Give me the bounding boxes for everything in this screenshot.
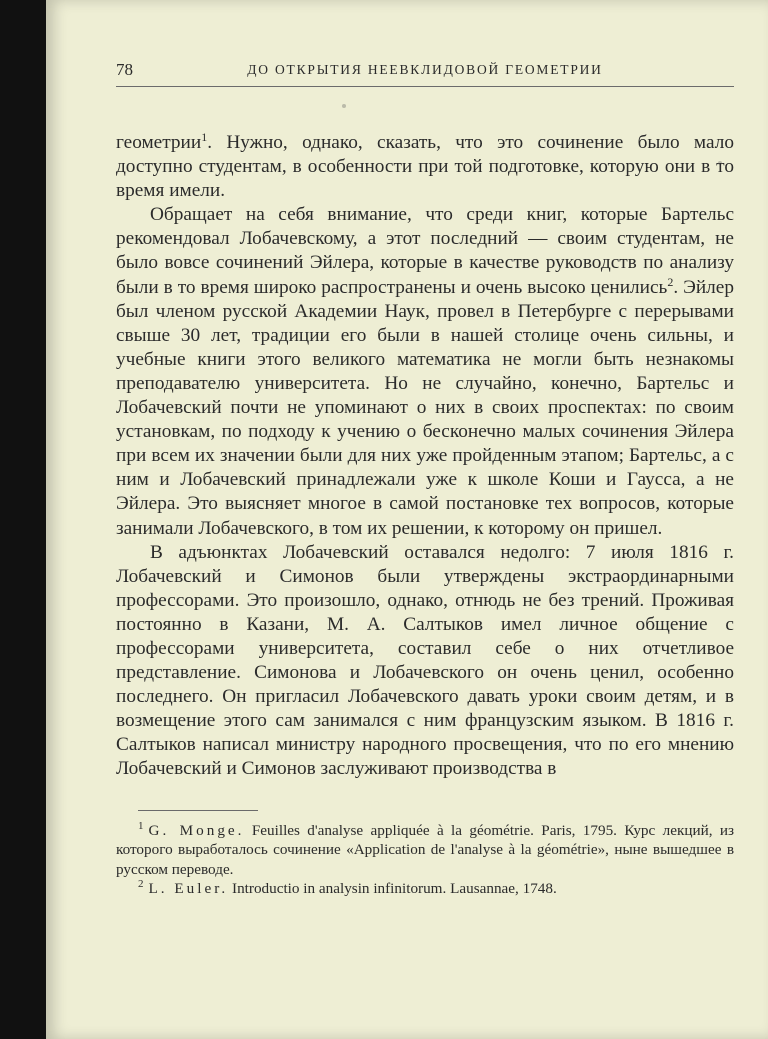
paragraph-1 bbox=[116, 131, 734, 203]
footnote-2-text: Introductio in analysin infinitorum. Lausannae, 1748. bbox=[232, 880, 557, 898]
footnotes bbox=[116, 821, 734, 899]
page-number: 78 bbox=[116, 60, 133, 79]
footnote-1-text: Feuilles d'analyse appliquée à la géométrie. Paris, 1795. Курс лекций, из которого выработалось сочинение «Application de l'analyse à la géométrie», ныне вышедшее в русском переводе. bbox=[116, 821, 735, 878]
running-title: ДО ОТКРЫТИЯ НЕЕВКЛИДОВОЙ ГЕОМЕТРИИ bbox=[247, 62, 603, 77]
footnote-2 bbox=[116, 879, 734, 899]
main-text bbox=[116, 131, 734, 782]
paragraph-1-text-end: . Нужно, однако, сказать, что это сочинение было мало доступно студентам, в особенности при той подготовке, которую они в то время имели. bbox=[116, 132, 734, 202]
paragraph-3: В адъюнктах Лобачевский оставался недолго: 7 июля 1816 г. Лобачевский и Симонов были утверждены экстраординарными профессорами. Это произошло, однако, отнюдь не без трений. Проживая постоянно в Казани, М. А. Салтыков имел личное общение с профессорами университета, составил себе о них отчетливое представление. Симонова и Лобачевского он очень ценил, особенно последнего. Он пригласил Лобачевского давать уроки своим детям, и в возмещение этого сам занимался с ним французским языком. В 1816 г. Салтыков написал министру народного просвещения, что по его мнению Лобачевский и Симонов заслуживают производства в bbox=[116, 541, 734, 780]
page-content bbox=[116, 56, 734, 899]
footnote-1-marker: 1 bbox=[138, 819, 144, 832]
book-page bbox=[46, 0, 768, 1039]
paragraph-2-text-end: . Эйлер был членом русской Академии Наук, провел в Петербурге с перерывами свыше 30 лет, традиции его были в нашей столице очень сильны, и учебные книги этого великого математика не могли быть незнакомы преподавателю университета. Но не случайно, конечно, Бартельс и Лобачевский почти не упоминают о них в своих проспектах: по своим установкам, по подходу к учению о бесконечно малых сочинения Эйлера при всем их значении были для них уже пройденным этапом; Бартельс, а с ним и Лобачевский принадлежали уже к школе Коши и Гаусса, а не Эйлера. Это выясняет многое в самой постановке тех вопросов, которые занимали Лобачевского, в том их решении, к которому он пришел. bbox=[116, 276, 734, 539]
paragraph-2 bbox=[116, 203, 734, 540]
footnote-2-marker: 2 bbox=[138, 878, 144, 891]
footnote-1-author: G. Monge. bbox=[148, 821, 245, 839]
page-header bbox=[116, 56, 734, 87]
paragraph-2-text-start: Обращает на себя внимание, что среди книг, которые Бартельс рекомендовал Лобачевскому, а этот последний — своим студентам, не было вовсе сочинений Эйлера, которые в качестве руководств по анализу были в то время широко распространены и очень высоко ценились bbox=[116, 204, 734, 298]
footnote-divider bbox=[138, 810, 258, 811]
footnote-1 bbox=[116, 821, 734, 880]
footnote-ref-2: 2 bbox=[667, 274, 674, 289]
footnote-ref-1: 1 bbox=[201, 130, 208, 144]
paragraph-1-text-start: геометрии bbox=[116, 132, 202, 153]
footnote-2-author: L. Euler. bbox=[148, 880, 229, 898]
